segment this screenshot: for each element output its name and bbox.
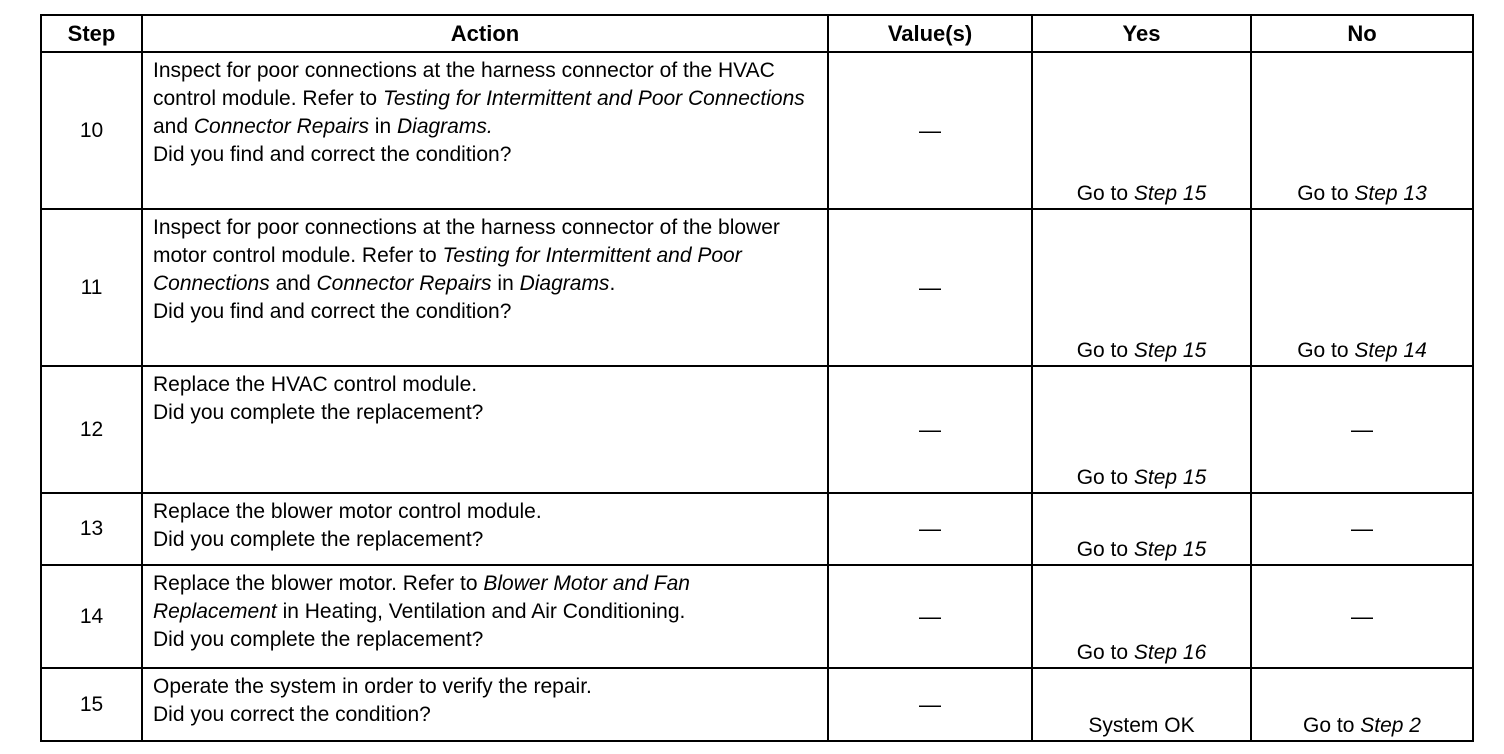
no-cell bbox=[1251, 565, 1473, 668]
table-row bbox=[41, 668, 1473, 741]
action-cell bbox=[142, 565, 828, 668]
value-cell bbox=[828, 209, 1032, 366]
action-cell bbox=[142, 668, 828, 741]
reference-text: Diagrams. bbox=[396, 115, 493, 138]
reference-text: Connector Repairs bbox=[193, 115, 369, 138]
instruction-text: . bbox=[609, 272, 616, 295]
table-row bbox=[41, 209, 1473, 366]
value-cell bbox=[828, 668, 1032, 741]
step-number: 12 bbox=[41, 366, 142, 493]
step-number: 15 bbox=[41, 668, 142, 741]
no-step-link[interactable]: Step 2 bbox=[1360, 714, 1421, 737]
yes-step-link[interactable]: Step 15 bbox=[1133, 182, 1207, 205]
table-row bbox=[41, 52, 1473, 209]
yes-result: System OK bbox=[1088, 714, 1195, 737]
action-question: Did you find and correct the condition? bbox=[153, 300, 512, 323]
no-dash: — bbox=[1351, 603, 1373, 629]
action-question: Did you complete the replacement? bbox=[153, 401, 484, 424]
yes-prefix: Go to bbox=[1076, 641, 1134, 664]
step-number: 10 bbox=[41, 52, 142, 209]
action-question: Did you complete the replacement? bbox=[153, 528, 484, 551]
reference-text: Connector Repairs bbox=[316, 272, 492, 295]
value-dash: — bbox=[919, 416, 941, 442]
value-dash: — bbox=[919, 274, 941, 300]
no-cell bbox=[1251, 493, 1473, 565]
step-number: 14 bbox=[41, 565, 142, 668]
no-cell bbox=[1251, 366, 1473, 493]
action-question: Did you correct the condition? bbox=[153, 703, 431, 726]
value-cell bbox=[828, 493, 1032, 565]
no-cell bbox=[1251, 668, 1473, 741]
yes-prefix: Go to bbox=[1076, 339, 1134, 362]
yes-cell bbox=[1032, 366, 1251, 493]
action-cell bbox=[142, 52, 828, 209]
value-dash: — bbox=[919, 603, 941, 629]
instruction-text: and bbox=[269, 272, 317, 295]
no-prefix: Go to bbox=[1303, 714, 1361, 737]
table-row bbox=[41, 366, 1473, 493]
instruction-text: Operate the system in order to verify the repair. bbox=[153, 675, 592, 698]
yes-step-link[interactable]: Step 16 bbox=[1133, 641, 1207, 664]
reference-text: Testing for Intermittent and Poor Connections bbox=[382, 87, 805, 110]
no-cell bbox=[1251, 52, 1473, 209]
no-step-link[interactable]: Step 14 bbox=[1354, 339, 1427, 362]
action-instruction bbox=[153, 673, 819, 701]
action-cell bbox=[142, 366, 828, 493]
no-prefix: Go to bbox=[1297, 339, 1355, 362]
instruction-text: and bbox=[153, 115, 194, 138]
action-instruction bbox=[153, 57, 819, 141]
action-question: Did you find and correct the condition? bbox=[153, 143, 512, 166]
instruction-text: Inspect for poor connections at the harness connector of the HVAC control module. Refer to bbox=[153, 59, 775, 110]
action-cell bbox=[142, 209, 828, 366]
yes-step-link[interactable]: Step 15 bbox=[1133, 339, 1207, 362]
value-cell bbox=[828, 52, 1032, 209]
reference-text: Blower Motor and Fan Replacement bbox=[153, 572, 690, 623]
header-values: Value(s) bbox=[828, 15, 1032, 52]
header-no: No bbox=[1251, 15, 1473, 52]
yes-prefix: Go to bbox=[1076, 538, 1134, 561]
action-instruction bbox=[153, 214, 819, 298]
yes-cell bbox=[1032, 565, 1251, 668]
action-cell bbox=[142, 493, 828, 565]
reference-text: Diagrams bbox=[519, 272, 610, 295]
value-dash: — bbox=[919, 691, 941, 717]
header-action: Action bbox=[142, 15, 828, 52]
table-row bbox=[41, 565, 1473, 668]
value-dash: — bbox=[919, 516, 941, 541]
yes-prefix: Go to bbox=[1076, 466, 1134, 489]
header-step: Step bbox=[41, 15, 142, 52]
instruction-text: in bbox=[368, 115, 397, 138]
step-number: 13 bbox=[41, 493, 142, 565]
yes-cell bbox=[1032, 52, 1251, 209]
value-dash: — bbox=[919, 117, 941, 143]
action-instruction bbox=[153, 498, 819, 526]
yes-cell bbox=[1032, 209, 1251, 366]
yes-cell bbox=[1032, 493, 1251, 565]
value-cell bbox=[828, 366, 1032, 493]
action-instruction bbox=[153, 371, 819, 399]
header-yes: Yes bbox=[1032, 15, 1251, 52]
instruction-text: in Heating, Ventilation and Air Conditioning. bbox=[276, 600, 686, 623]
instruction-text: Inspect for poor connections at the harness connector of the blower motor control module. Refer to bbox=[153, 216, 780, 267]
value-cell bbox=[828, 565, 1032, 668]
diagnostic-table bbox=[40, 14, 1474, 742]
no-dash: — bbox=[1351, 416, 1373, 442]
yes-prefix: Go to bbox=[1076, 182, 1134, 205]
yes-step-link[interactable]: Step 15 bbox=[1133, 466, 1207, 489]
no-dash: — bbox=[1351, 516, 1373, 541]
instruction-text: Replace the blower motor. Refer to bbox=[153, 572, 484, 595]
instruction-text: in bbox=[491, 272, 520, 295]
reference-text: Testing for Intermittent and Poor Connections bbox=[153, 244, 742, 295]
table-row bbox=[41, 493, 1473, 565]
instruction-text: Replace the blower motor control module. bbox=[153, 500, 542, 523]
step-number: 11 bbox=[41, 209, 142, 366]
action-instruction bbox=[153, 570, 819, 626]
no-prefix: Go to bbox=[1297, 182, 1355, 205]
instruction-text: Replace the HVAC control module. bbox=[153, 373, 478, 396]
yes-step-link[interactable]: Step 15 bbox=[1133, 538, 1207, 561]
action-question: Did you complete the replacement? bbox=[153, 628, 484, 651]
no-cell bbox=[1251, 209, 1473, 366]
header-row bbox=[41, 15, 1473, 52]
no-step-link[interactable]: Step 13 bbox=[1354, 182, 1427, 205]
yes-cell bbox=[1032, 668, 1251, 741]
